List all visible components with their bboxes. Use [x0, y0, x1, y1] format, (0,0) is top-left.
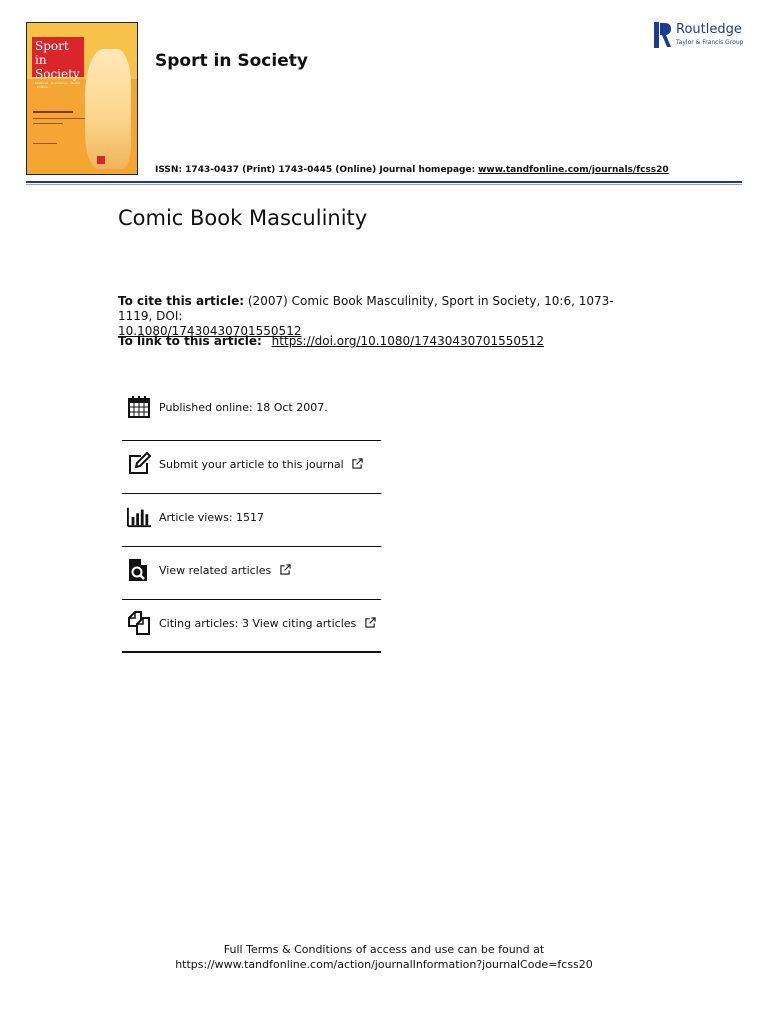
cover-text-line [33, 123, 63, 124]
header-rule [26, 181, 742, 183]
cover-text-line [33, 143, 57, 144]
cover-title-line2: Society [35, 67, 80, 81]
external-link-icon [365, 617, 376, 628]
journal-homepage-link[interactable]: www.tandfonline.com/journals/fcss20 [478, 165, 669, 175]
row-divider-bottom [122, 651, 381, 653]
related-articles-link[interactable] [159, 564, 291, 577]
article-title: Comic Book Masculinity [118, 206, 368, 230]
publisher-subtitle: Taylor & Francis Group [676, 39, 744, 46]
article-views-row [122, 493, 381, 545]
terms-line: Full Terms & Conditions of access and use can be found at [223, 943, 545, 956]
cover-text-line [33, 118, 85, 119]
edit-icon [127, 452, 151, 476]
cover-text-line [33, 111, 73, 113]
submit-article-link[interactable] [159, 458, 363, 471]
citing-icon [127, 611, 151, 635]
bar-chart-icon [127, 505, 151, 529]
citation-block [118, 294, 638, 339]
cover-subtitle: Cultures · Commerce · Media · Politics [35, 81, 80, 89]
terms-footer [0, 942, 768, 972]
external-link-icon [280, 564, 291, 575]
issn-text: ISSN: 1743-0437 (Print) 1743-0445 (Online) Journal homepage: [155, 165, 476, 175]
cover-title-line1: Sport in [35, 39, 69, 67]
cover-publisher-logo [97, 156, 105, 164]
issn-line [155, 165, 669, 175]
cite-doi-link[interactable]: 10.1080/17430430701550512 [118, 324, 302, 338]
article-link-block [118, 334, 544, 348]
terms-url[interactable]: https://www.tandfonline.com/action/journalInformation?journalCode=fcss20 [175, 958, 593, 971]
cite-label: To cite this article: [118, 294, 245, 308]
journal-cover [26, 22, 138, 175]
external-link-icon [352, 458, 363, 469]
article-doi-link[interactable]: https://doi.org/10.1080/17430430701550512 [271, 334, 544, 348]
publisher-name: Routledge [676, 22, 742, 37]
cover-figure [85, 49, 131, 169]
article-views-text: Article views: 1517 [159, 511, 265, 524]
calendar-icon [127, 395, 151, 419]
related-articles-row[interactable] [122, 546, 381, 598]
submit-article-row[interactable] [122, 440, 381, 492]
routledge-r-icon [654, 22, 672, 48]
header-rule-thin [26, 184, 742, 185]
related-articles-label: View related articles [159, 564, 272, 577]
submit-article-label: Submit your article to this journal [159, 458, 344, 471]
journal-title: Sport in Society [155, 51, 308, 71]
citing-articles-label: Citing articles: 3 View citing articles [159, 617, 357, 630]
cover-title-box [32, 37, 84, 89]
published-online-row [122, 383, 381, 435]
search-document-icon [127, 558, 151, 582]
published-online-text: Published online: 18 Oct 2007. [159, 401, 328, 414]
citing-articles-row[interactable] [122, 599, 381, 651]
cite-text: (2007) Comic Book Masculinity, Sport in Society, 10:6, 1073-1119, DOI: [118, 294, 614, 323]
link-label: To link to this article: [118, 334, 262, 348]
citing-articles-link[interactable] [159, 617, 376, 630]
